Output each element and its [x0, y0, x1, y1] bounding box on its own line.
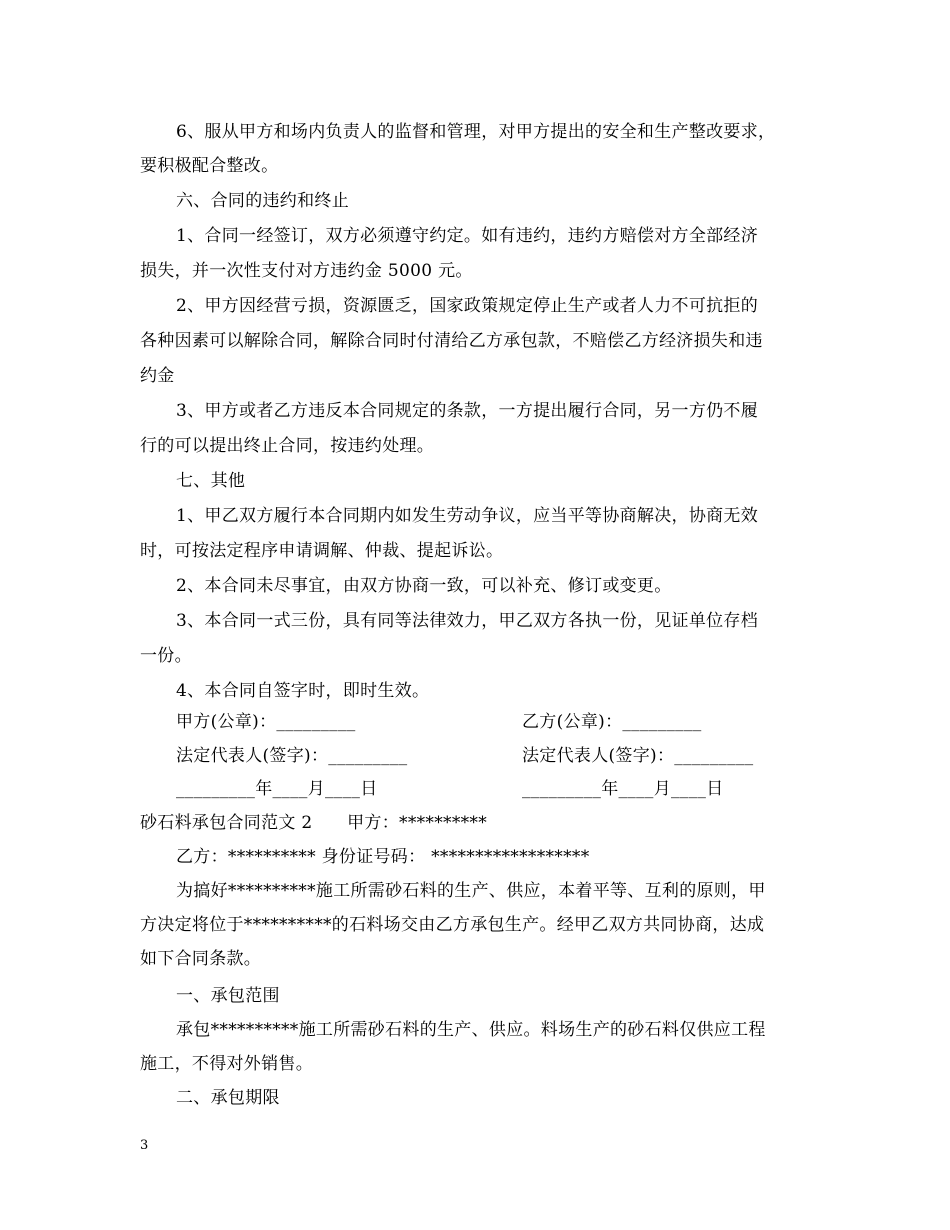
paragraph-line: 如下合同条款。 — [140, 949, 262, 969]
party-a-seal: 甲方(公章)：_________ — [176, 712, 356, 732]
paragraph-line: 约金 — [140, 366, 175, 386]
paragraph-line: 时，可按法定程序申请调解、仲裁、提起诉讼。 — [140, 541, 504, 561]
paragraph-line: 2、甲方因经营亏损，资源匮乏，国家政策规定停止生产或者人力不可抗拒的 — [176, 296, 759, 316]
paragraph-line: 要积极配合整改。 — [140, 156, 279, 176]
paragraph-line: 3、甲方或者乙方违反本合同规定的条款，一方提出履行合同，另一方仍不履 — [176, 401, 759, 421]
paragraph-line: 各种因素可以解除合同，解除合同时付清给乙方承包款，不赔偿乙方经济损失和违 — [140, 331, 763, 351]
section-heading: 二、承包期限 — [176, 1088, 280, 1108]
section-heading: 一、承包范围 — [176, 986, 280, 1006]
paragraph-line: 1、合同一经签订，双方必须遵守约定。如有违约，违约方赔偿对方全部经济 — [176, 226, 759, 246]
party-b-representative: 法定代表人(签字)：_________ — [522, 746, 754, 766]
paragraph-line: 承包**********施工所需砂石料的生产、供应。料场生产的砂石料仅供应工程 — [176, 1020, 766, 1040]
party-b-seal: 乙方(公章)：_________ — [522, 712, 702, 732]
paragraph-line: 1、甲乙双方履行本合同期内如发生劳动争议，应当平等协商解决，协商无效 — [176, 506, 759, 526]
paragraph-line: 2、本合同未尽事宜，由双方协商一致，可以补充、修订或变更。 — [176, 576, 672, 596]
paragraph-line: 为搞好**********施工所需砂石料的生产、供应，本着平等、互利的原则，甲 — [176, 881, 766, 901]
section-heading: 六、合同的违约和终止 — [176, 191, 349, 211]
section-heading: 七、其他 — [176, 471, 246, 491]
party-a-date: _________年____月____日 — [176, 779, 378, 799]
paragraph-line: 一份。 — [140, 646, 192, 666]
paragraph-line: 损失，并一次性支付对方违约金 5000 元。 — [140, 261, 473, 281]
paragraph-line: 方决定将位于**********的石料场交由乙方承包生产。经甲乙双方共同协商，达成 — [140, 915, 765, 935]
paragraph-line: 4、本合同自签字时，即时生效。 — [176, 681, 430, 701]
page-number: 3 — [140, 1138, 149, 1153]
paragraph-line: 6、服从甲方和场内负责人的监督和管理，对甲方提出的安全和生产整改要求， — [176, 122, 776, 142]
party-b-info-line: 乙方：********** 身份证号码： ****************** — [176, 847, 590, 867]
party-a-representative: 法定代表人(签字)：_________ — [176, 746, 408, 766]
paragraph-line: 行的可以提出终止合同，按违约处理。 — [140, 436, 435, 456]
party-b-date: _________年____月____日 — [522, 779, 724, 799]
contract-title-line: 砂石料承包合同范文 2 甲方：********** — [140, 813, 488, 833]
paragraph-line: 施工，不得对外销售。 — [140, 1054, 313, 1074]
paragraph-line: 3、本合同一式三份，具有同等法律效力，甲乙双方各执一份，见证单位存档 — [176, 611, 759, 631]
